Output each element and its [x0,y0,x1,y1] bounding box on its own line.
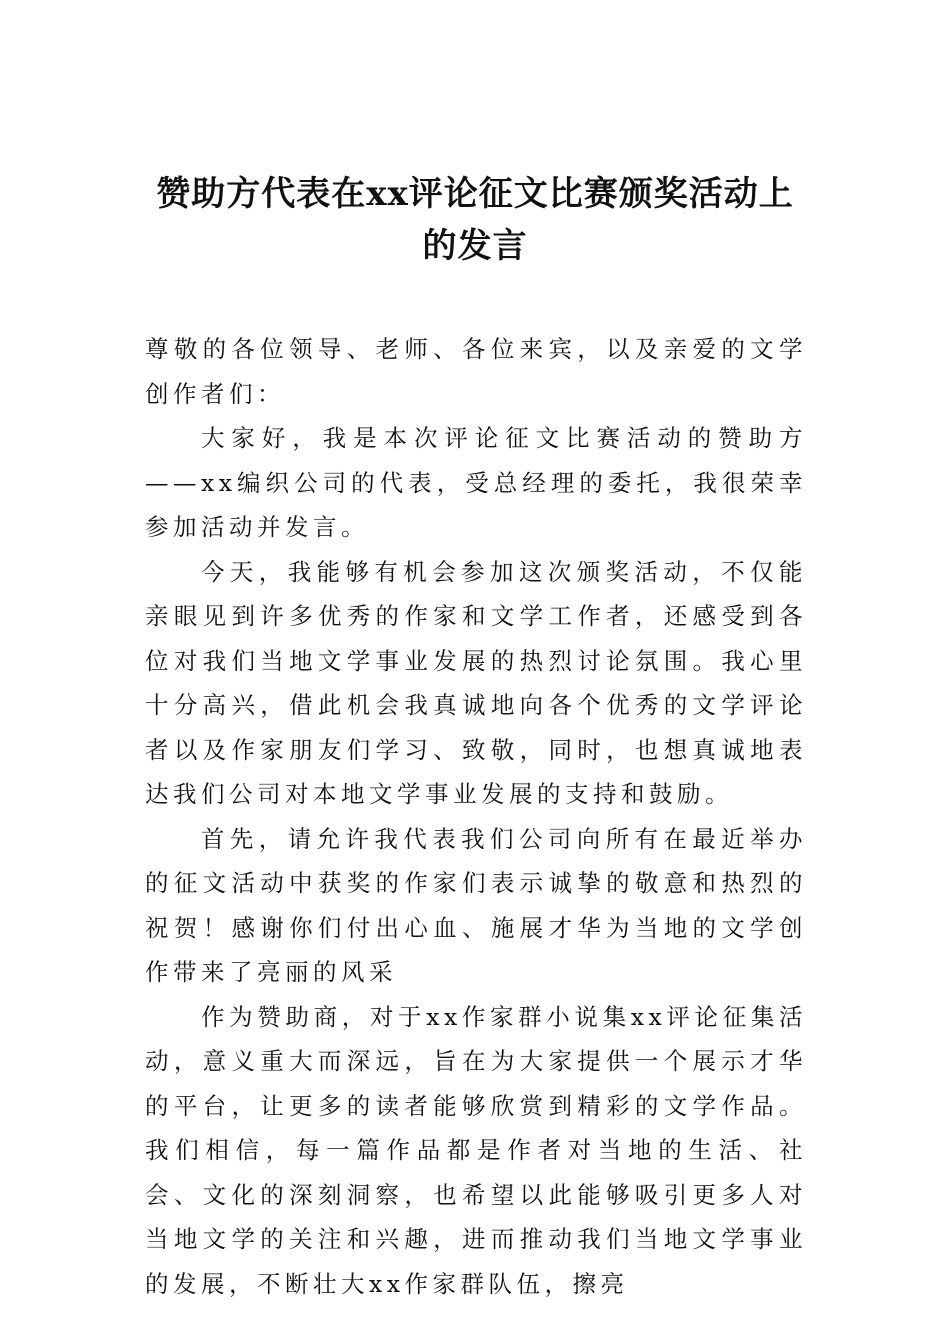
document-body [145,327,807,1306]
paragraph-occasion: 今天，我能够有机会参加这次颁奖活动，不仅能亲眼见到许多优秀的作家和文学工作者，还感受到各位对我们当地文学事业发展的热烈讨论氛围。我心里十分高兴，借此机会我真诚地向各个优秀的文学评论者以及作家朋友们学习、致敬，同时，也想真诚地表达我们公司对本地文学事业发展的支持和鼓励。 [145,557,807,808]
paragraph-greeting: 大家好，我是本次评论征文比赛活动的赞助方——xx编织公司的代表，受总经理的委托，我很荣幸参加活动并发言。 [145,424,807,541]
paragraph-sponsor-significance: 作为赞助商，对于xx作家群小说集xx评论征集活动，意义重大而深远，旨在为大家提供一个展示才华的平台，让更多的读者能够欣赏到精彩的文学作品。我们相信，每一篇作品都是作者对当地的生活、社会、文化的深刻洞察，也希望以此能够吸引更多人对当地文学的关注和兴趣，进而推动我们当地文学事业的发展，不断壮大xx作家群队伍，擦亮 [145,1002,807,1298]
salutation: 尊敬的各位领导、老师、各位来宾，以及亲爱的文学创作者们： [145,335,807,408]
document-title: 赞助方代表在xx评论征文比赛颁奖活动上的发言 [156,174,794,266]
paragraph-congratulations: 首先，请允许我代表我们公司向所有在最近举办的征文活动中获奖的作家们表示诚挚的敬意和热烈的祝贺！感谢你们付出心血、施展才华为当地的文学创作带来了亮丽的风采 [145,824,807,986]
